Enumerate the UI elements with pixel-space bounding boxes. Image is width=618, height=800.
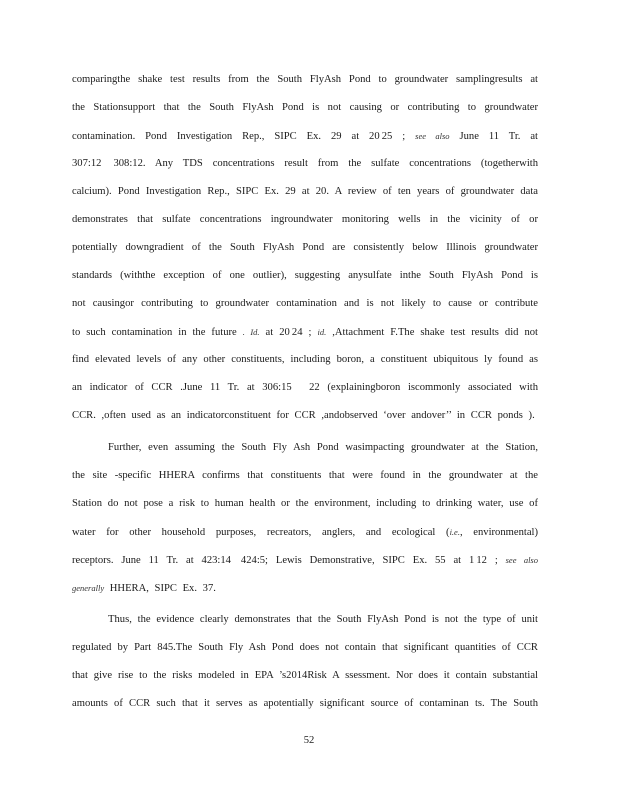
text-line: water for other household purposes, recreators, anglers, and ecological (i.e., environmental) xyxy=(72,527,538,538)
text-line: not causingor contributing to groundwater contamination and is not likely to cause or contribute xyxy=(72,298,538,309)
text-line: to such contamination in the future . Id. at 20 24 ; id. ,Attachment F.The shake test results did not xyxy=(72,327,538,338)
italic-citation: see also xyxy=(415,131,450,141)
text-line: Station do not pose a risk to human health or the environment, including to drinking water, use of xyxy=(72,498,538,509)
italic-citation: . Id. xyxy=(242,327,260,337)
text-line: receptors. June 11 Tr. at 423:14 424:5; Lewis Demonstrative, SIPC Ex. 55 at 1 12 ; see also xyxy=(72,555,538,566)
italic-citation: id. xyxy=(317,327,327,337)
page-number: 52 xyxy=(303,735,315,746)
text-line: generally HHERA, SIPC Ex. 37. xyxy=(72,583,216,594)
text-line: an indicator of CCR .June 11 Tr. at 306:15 22 (explainingboron iscommonly associated with xyxy=(72,382,538,393)
text-line: that give rise to the risks modeled in EPA ’s2014Risk A ssessment. Nor does it contain substantial xyxy=(72,670,538,681)
text-line: calcium). Pond Investigation Rep., SIPC Ex. 29 at 20. A review of ten years of groundwater data xyxy=(72,186,538,197)
text-line: Further, even assuming the South Fly Ash Pond wasimpacting groundwater at the Station, xyxy=(108,442,538,453)
text-line: find elevated levels of any other constituents, including boron, a constituent ubiquitous ly found as xyxy=(72,354,538,365)
italic-citation: generally xyxy=(72,583,105,593)
text-line: regulated by Part 845.The South Fly Ash Pond does not contain that significant quantities of CCR xyxy=(72,642,538,653)
text-line: CCR. ,often used as an indicatorconstituent for CCR ,andobserved ‘over andover’’ in CCR ponds ). xyxy=(72,410,535,421)
text-line: the Stationsupport that the South FlyAsh Pond is not causing or contributing to groundwater xyxy=(72,102,538,113)
text-line: potentially downgradient of the South FlyAsh Pond are consistently below Illinois groundwater xyxy=(72,242,538,253)
text-line: contamination. Pond Investigation Rep., SIPC Ex. 29 at 20 25 ; see also June 11 Tr. at xyxy=(72,131,538,142)
italic-citation: see also xyxy=(505,555,538,565)
text-line: standards (withthe exception of one outlier), suggesting anysulfate inthe South FlyAsh Pond is xyxy=(72,270,538,281)
text-line: Thus, the evidence clearly demonstrates that the South FlyAsh Pond is not the type of unit xyxy=(108,614,538,625)
text-line: comparingthe shake test results from the South FlyAsh Pond to groundwater samplingresults at xyxy=(72,74,538,85)
text-line: the site -specific HHERA confirms that constituents that were found in the groundwater at the xyxy=(72,470,538,481)
text-line: amounts of CCR such that it serves as apotentially significant source of contaminan ts. The South xyxy=(72,698,538,709)
text-line: 307:12 308:12. Any TDS concentrations result from the sulfate concentrations (togetherwith xyxy=(72,158,538,169)
text-line: demonstrates that sulfate concentrations ingroundwater monitoring wells in the vicinity of or xyxy=(72,214,538,225)
italic-citation: i.e. xyxy=(449,527,460,537)
